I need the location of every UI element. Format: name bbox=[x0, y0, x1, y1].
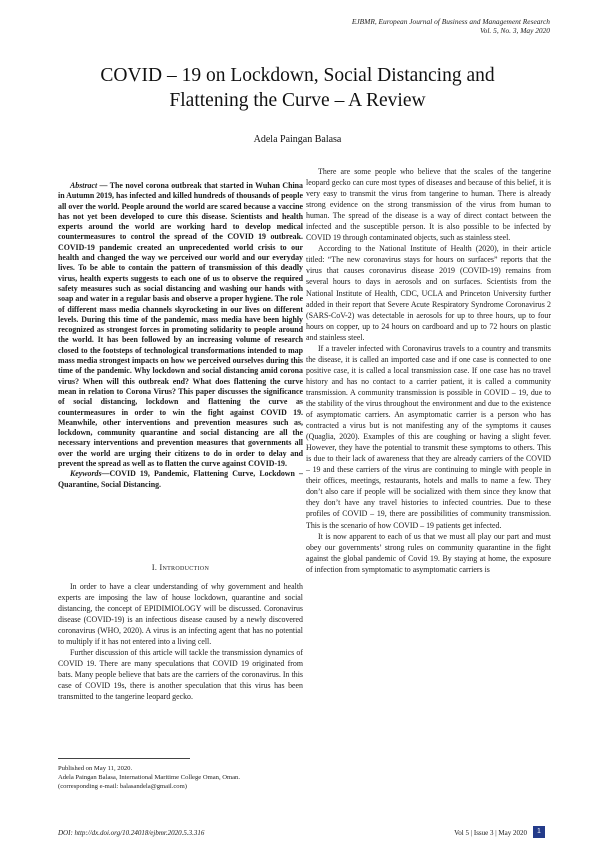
keywords-label: Keywords— bbox=[70, 469, 110, 479]
section-numeral: I. bbox=[151, 563, 158, 572]
doi-link[interactable]: DOI: http://dx.doi.org/10.24018/ejbmr.2020.5.3.316 bbox=[58, 829, 205, 837]
abstract-label: Abstract — bbox=[70, 181, 108, 190]
title-line-1: COVID – 19 on Lockdown, Social Distancing and bbox=[100, 65, 495, 86]
section-name: Introduction bbox=[159, 563, 210, 572]
paragraph: There are some people who believe that the scales of the tangerine leopard gecko can cure most types of diseases and because of this belief, it is very easy to transmit the virus from tangerine to human. There is already strong evidence on the strong transmission of the virus from human to human. The spread of the disease is a way of direct contact between the infected and the susceptible person. It is also possible to be infected by COVID 19 through contaminated objects, such as stainless steel. bbox=[306, 167, 551, 243]
page-number: 1 bbox=[533, 826, 545, 838]
section-heading-introduction bbox=[58, 563, 303, 572]
paragraph: In order to have a clear understanding of why government and health experts are imposing the law of house lockdown, quarantine and social distancing, the concept of EPIDIMIOLOGY will be discussed. Coronavirus disease (COVID-19) is an infectious disease caused by a newly discovered coronavirus (WHO, 2020). A virus is an infecting agent that has no potential to multiply if it has not entered into a living cell. bbox=[58, 582, 303, 647]
footnote-email: (corresponding e-mail: balasandela@gmail.com) bbox=[58, 783, 187, 790]
journal-header bbox=[352, 17, 550, 35]
abstract-column bbox=[58, 181, 303, 490]
paragraph: Further discussion of this article will tackle the transmission dynamics of COVID 19. There are many speculations that COVID 19 originated from bats. Many people believe that bats are the carriers of the coronavirus. In this case of COVID 19s, there is another speculation that this virus has been transmitted to the tangerine leopard gecko. bbox=[58, 648, 303, 702]
issue-info: Vol 5 | Issue 3 | May 2020 bbox=[454, 829, 527, 837]
journal-name: EJBMR, European Journal of Business and Management Research bbox=[351, 17, 550, 26]
title-line-2: Flattening the Curve – A Review bbox=[169, 90, 426, 111]
abstract-text: The novel corona outbreak that started in Wuhan China in Autumn 2019, has infected and killed hundreds of thousands of people all over the world. People around the world are scared because a vaccine has not yet been developed to cure this disease. Scientists and health experts around the world are working hard to develop medical countermeasures to control the spread of the COVID 19 outbreak. COVID-19 pandemic created an unprecedented world crisis to our health and changed the way we perceived our world and our everyday lives. To be able to contain the pattern of transmission of this deadly virus, health experts suggests to each one of us to observe the required safety measures such as social distancing and washing our hands with soap and water in a regular basis and observe a proper hygiene. The role of different mass media channels skyrocketing in our lives on different levels. During this time of the pandemic, mass media have been highly recognized as strongest forces in promoting solidarity to people around the world. It has been followed by an increasing volume of research closed to the footsteps of technological transformations intended to map mass media strongest impacts on how we perceived ourselves during this time of the pandemic. Why lockdown and social distancing amid corona virus? When will this outbreak end? What does flattening the curve mean in relation to Corona Virus? This paper discusses the significance of social distancing, lockdown and flattening the curve as countermeasures in order to win the fight against COVID 19. Meanwhile, other interventions and prevention measures such as, lockdown, community quarantine and social distancing are all the necessary interventions and prevention measures that governments all over the world are urging their citizens to do in order to delay and prevent the spread as well as to flatten the curve against COVID-19. bbox=[58, 181, 303, 469]
keywords bbox=[58, 469, 303, 490]
keywords-text: COVID 19, Pandemic, Flattening Curve, Lockdown – Quarantine, Social Distancing. bbox=[58, 469, 303, 489]
left-body-column bbox=[58, 581, 303, 703]
footnote-published: Published on May 11, 2020. bbox=[58, 765, 133, 772]
right-body-column bbox=[306, 166, 551, 575]
footnotes bbox=[58, 764, 303, 791]
abstract bbox=[58, 181, 303, 469]
paragraph: According to the National Institute of Health (2020), in their article titled: “The new coronavirus stays for hours on surfaces” reports that the virus that causes coronavirus disease 2019 (COVID-19) remains from several hours to days in aerosols and on surfaces. Scientists from the National Institute of Health, CDC, UCLA and Princeton University further added in their report that Severe Acute Respiratory Syndrome Coronavirus 2 (SARS-CoV-2) was detectable in aerosols for up to three hours, up to four hours on copper, up to 24 hours on cardboard and up to 72 hours on plastic and stainless steel. bbox=[306, 244, 551, 342]
paragraph: If a traveler infected with Coronavirus travels to a country and transmits the disease, it is called an imported case and if one case is connected to one positive case, it is called a local transmission case. If one case has no travel history and has no contact to a carrier patient, it is called a community transmission. A community transmission is possible in COVID – 19, due to the stability of the virus throughout the environment and due to the existence of asymptomatic carriers. An asymptomatic carrier is a person who has contracted a virus but is not manifesting any of the symptoms it causes (Quaglia, 2020). Examples of this are coughing or having a slight fever. However, they have the potential to transmit these symptoms to others. This is due to their lack of awareness that they are already carriers of the COVID – 19 and these carriers of the virus are continuing to mingle with people in their offices, meetings, restaurants, hotels and malls to name a few. They don’t also care if people will be socialized with them since they know that they don’t have any travel histories to infected countries. Due to these profiles of COVID – 19, there are possibilities of community transmission. This is the scenario of how COVID – 19 patients get infected. bbox=[306, 343, 551, 530]
footnote-affiliation: Adela Paingan Balasa, International Maritime College Oman, Oman. bbox=[58, 774, 241, 781]
footnote-divider bbox=[58, 758, 190, 759]
paragraph: It is now apparent to each of us that we must all play our part and must obey our governments’ strong rules on community quarantine in the fight against the global pandemic of Covid 19. By staying at home, the exposure of infection from symptomatic to asymptomatic carriers is bbox=[306, 531, 551, 574]
author-name: Adela Paingan Balasa bbox=[253, 134, 342, 145]
journal-volume: Vol. 5, No. 3, May 2020 bbox=[479, 26, 550, 35]
paper-title bbox=[40, 63, 555, 113]
